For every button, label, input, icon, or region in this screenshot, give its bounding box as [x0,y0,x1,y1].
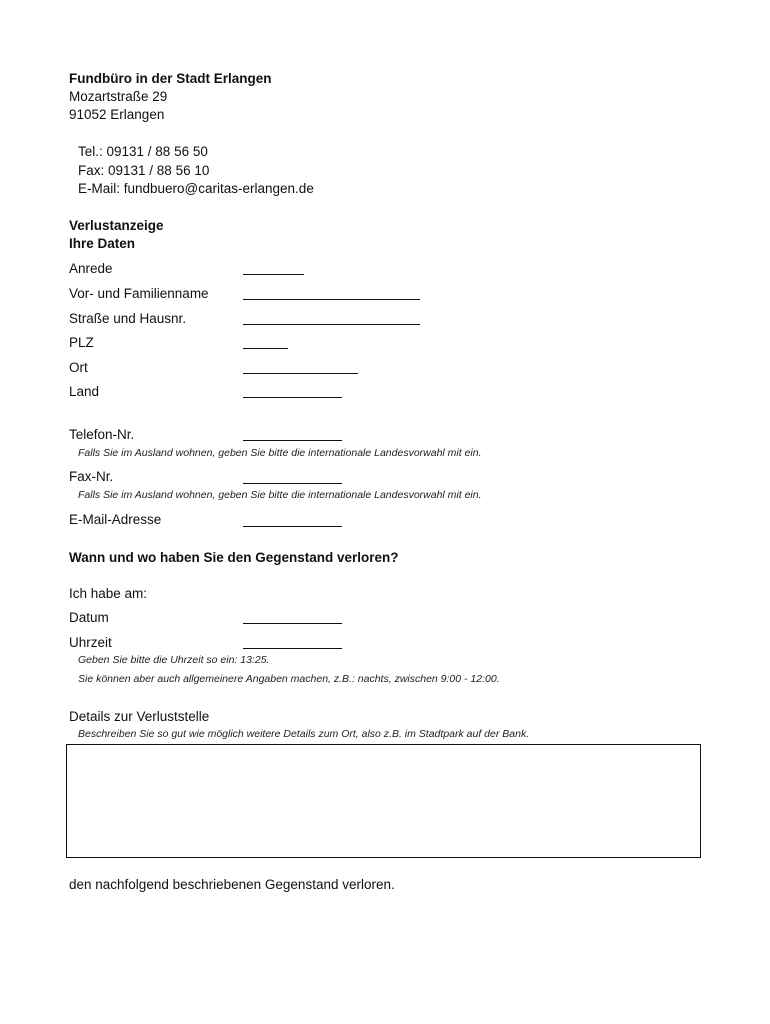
land-input[interactable] [243,397,342,398]
section-loss-heading: Wann und wo haben Sie den Gegenstand verloren? [69,550,399,565]
time-hint-1: Geben Sie bitte die Uhrzeit so ein: 13:25. [78,654,270,666]
name-input[interactable] [243,299,420,300]
time-label: Uhrzeit [69,635,112,650]
office-fax: Fax: 09131 / 88 56 10 [78,163,210,178]
ort-input[interactable] [243,373,358,374]
details-textarea[interactable] [66,744,701,858]
closing-text: den nachfolgend beschriebenen Gegenstand verloren. [69,877,395,892]
land-label: Land [69,384,100,399]
street-input[interactable] [243,324,420,325]
fax-input[interactable] [243,483,342,484]
time-hint-2: Sie können aber auch allgemeinere Angaben machen, z.B.: nachts, zwischen 9:00 - 12:00. [78,673,500,685]
office-city: 91052 Erlangen [69,107,165,122]
office-name: Fundbüro in der Stadt Erlangen [69,71,272,86]
office-street: Mozartstraße 29 [69,89,168,104]
email-input[interactable] [243,526,342,527]
date-input[interactable] [243,623,342,624]
office-email: E-Mail: fundbuero@caritas-erlangen.de [78,181,314,196]
date-label: Datum [69,610,109,625]
name-label: Vor- und Familienname [69,286,209,301]
phone-hint: Falls Sie im Ausland wohnen, geben Sie bitte die internationale Landesvorwahl mit ein. [78,447,482,459]
phone-label: Telefon-Nr. [69,427,135,442]
ort-label: Ort [69,360,88,375]
street-label: Straße und Hausnr. [69,311,187,326]
phone-input[interactable] [243,440,342,441]
details-label: Details zur Verluststelle [69,709,210,724]
email-label: E-Mail-Adresse [69,512,162,527]
details-hint: Beschreiben Sie so gut wie möglich weitere Details zum Ort, also z.B. im Stadtpark auf der Bank. [78,728,530,740]
anrede-label: Anrede [69,261,113,276]
time-input[interactable] [243,648,342,649]
form-title: Verlustanzeige [69,218,164,233]
plz-input[interactable] [243,348,288,349]
anrede-input[interactable] [243,274,304,275]
office-tel: Tel.: 09131 / 88 56 50 [78,144,208,159]
plz-label: PLZ [69,335,94,350]
fax-label: Fax-Nr. [69,469,114,484]
intro-text: Ich habe am: [69,586,148,601]
fax-hint: Falls Sie im Ausland wohnen, geben Sie bitte die internationale Landesvorwahl mit ein. [78,489,482,501]
section-personal-heading: Ihre Daten [69,236,136,251]
